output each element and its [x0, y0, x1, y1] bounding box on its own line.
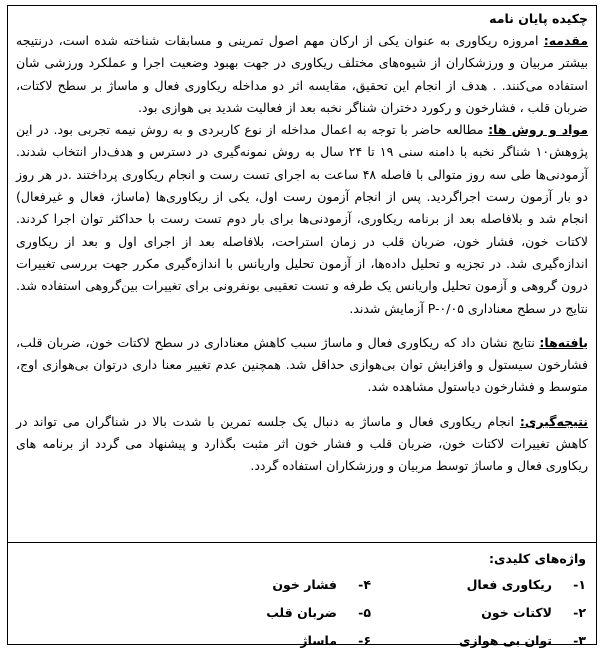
- keyword-text: لاکتات خون: [481, 605, 552, 620]
- keyword-item: [156, 573, 371, 597]
- findings-label: یافته‌ها:: [539, 334, 588, 350]
- keyword-item: [156, 629, 371, 653]
- findings-text: نتایج نشان داد که ریکاوری فعال و ماساژ سبب کاهش معناداری در سطح لاکتات خون، ضربان قلب، فشارخون سیستول و وافزایش توان بی‌هوازی حداقل شد. همچنین عدم تغییر معنا داری درتوان بی‌هوازی اوج، متوسط و فشارخون دیاستول مشاهده شد.: [16, 334, 588, 395]
- intro-text: امروزه ریکاوری به عنوان یکی از ارکان مهم اصول تمرینی و مسابقات شناخته شده است، درنتیجه بیشتر مربیان و ورزشکاران از شیوه‌های مختلف ریکاوری در جهت بهبود وضعیت اجرا و عملکرد ورزشی شان استفاده می‌کنند. . هدف از انجام این تحقیق، مقایسه اثر دو مداخله ریکاوری فعال و ماساژ بر سطح لاکتات، ضربان قلب ، فشارخون و رکورد دختران شناگر نخبه بعد از فعالیت شدید بی هوازی بود.: [16, 33, 588, 115]
- abstract-frame: [7, 5, 597, 648]
- findings-paragraph: [16, 332, 588, 399]
- methods-paragraph: [16, 119, 588, 320]
- keyword-item: [156, 601, 371, 625]
- keyword-item: [371, 601, 586, 625]
- keyword-text: ماساژ: [300, 633, 337, 648]
- keyword-number: ۱-: [573, 577, 586, 592]
- keywords-section: [8, 543, 596, 648]
- keyword-text: ریکاوری فعال: [466, 577, 552, 592]
- keyword-text: ضربان قلب: [266, 605, 337, 620]
- keywords-grid: [18, 573, 586, 653]
- keyword-text: فشار خون: [272, 577, 337, 592]
- methods-text: مطالعه حاضر با توجه به اعمال مداخله از نوع کاربردی و به روش نیمه تجربی بود. در این پژوهش۱۰ شناگر نخبه با دامنه سنی ۱۹ تا ۲۴ سال به روش نمونه‌گیری در دسترس و هدف‌دار انتخاب شدند. آزمودنی‌ها طی سه روز متوالی با فاصله ۴۸ ساعت به اجرای تست رست و انجام ریکاوری پرداختند .در هر روز دو بار آزمون رست اجراگردید. پس از انجام آزمون رست اول، یکی از ریکاوری‌ها (ماساژ، فعال و غیرفعال) انجام شد و بلافاصله بعد از برنامه ریکاوری، آزمودنی‌ها برای بار دوم تست رست با حداکثر توان اجرا کردند. لاکتات خون، فشار خون، ضربان قلب در زمان استراحت، بلافاصله بعد از اجرای اول و بعد از ریکاوری اندازه‌گیری شد. در تجزیه و تحلیل داده‌ها، از آزمون تحلیل واریانس با اندازه‌گیری مکرر جهت بررسی تغییرات درون گروهی و آزمون تحلیل واریانس یک طرفه و تست تعقیبی بونفرونی برای تغییرات بین‌گروهی استفاده شد. نتایج در سطح معناداری P-۰/۰۵ آزمایش شدند.: [16, 122, 589, 316]
- keyword-number: ۴-: [358, 577, 371, 592]
- abstract-body: [8, 6, 596, 543]
- keyword-number: ۵-: [358, 605, 371, 620]
- keyword-number: ۲-: [573, 605, 586, 620]
- keyword-item: [371, 629, 586, 653]
- keyword-number: ۶-: [358, 633, 371, 648]
- intro-paragraph: [16, 30, 588, 119]
- keywords-title: واژه‌های کلیدی:: [489, 551, 586, 566]
- conclusion-label: نتیجه‌گیری:: [519, 413, 588, 429]
- abstract-title: چکیده پایان نامه: [489, 11, 588, 26]
- intro-label: مقدمه:: [543, 33, 588, 48]
- keyword-item: [371, 573, 586, 597]
- conclusion-text: انجام ریکاوری فعال و ماساژ به دنبال یک جلسه تمرین با شدت بالا در شناگران می تواند در کاهش تغییرات لاکتات خون، ضربان قلب و فشار خون اثر مثبت بگذارد و پیشنهاد می گردد از برنامه های ریکاوری فعال و ماساژ توسط مربیان و ورزشکاران استفاده گردد.: [16, 413, 588, 474]
- keyword-text: توان بی هوازی: [459, 633, 552, 648]
- keyword-number: ۳-: [573, 633, 586, 648]
- methods-label: مواد و روش ها:: [488, 122, 588, 138]
- conclusion-paragraph: [16, 411, 588, 478]
